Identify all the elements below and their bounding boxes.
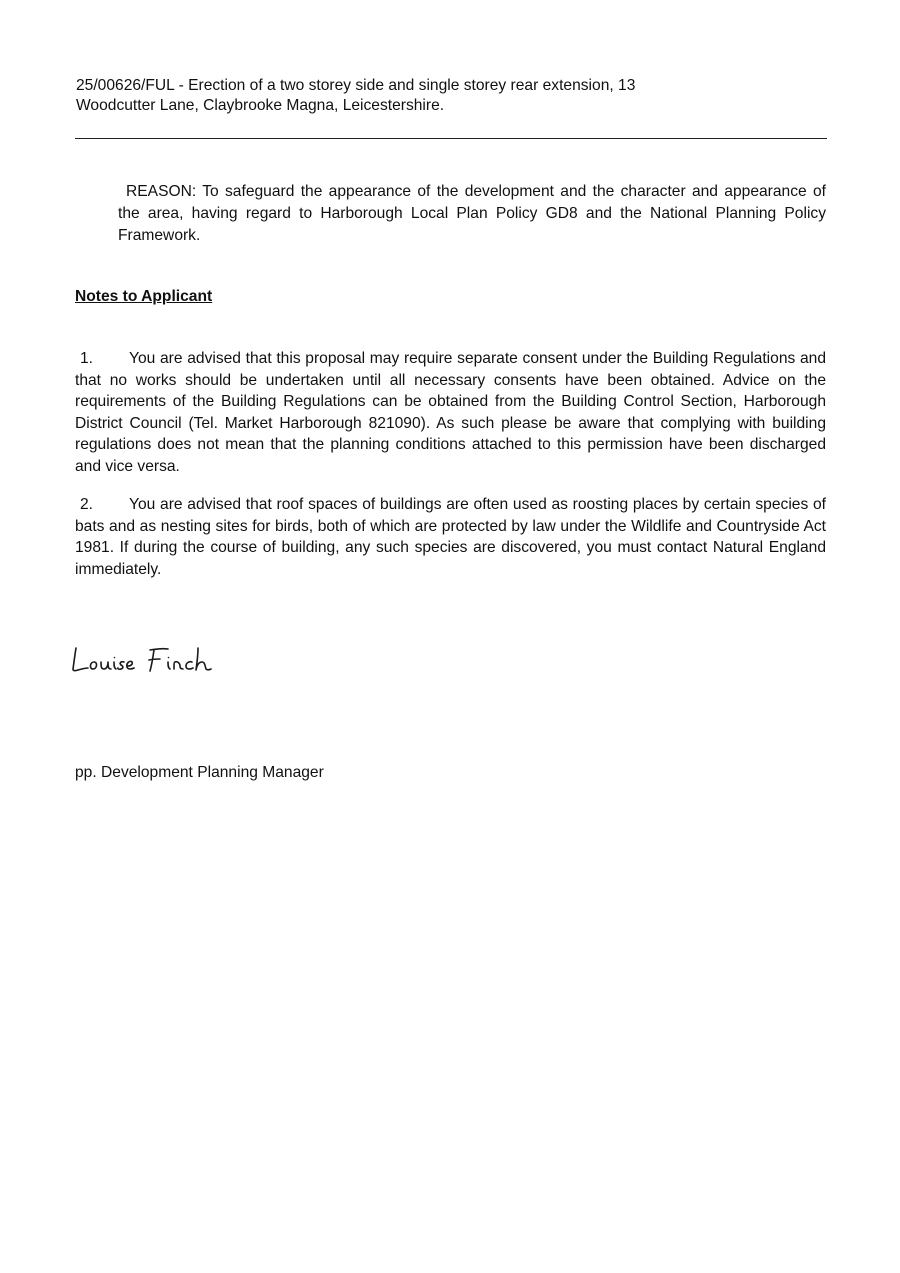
notes-heading: Notes to Applicant	[75, 288, 213, 305]
note-number: 1.	[80, 350, 94, 367]
note-number: 2.	[80, 496, 94, 513]
application-header-line-1: 25/00626/FUL - Erection of a two storey side and single storey rear extension, 13	[76, 77, 636, 94]
header-divider	[75, 138, 827, 139]
handwritten-signature	[70, 640, 270, 680]
note-item-1	[75, 348, 826, 477]
signer-title: pp. Development Planning Manager	[75, 764, 324, 781]
application-header-line-2: Woodcutter Lane, Claybrooke Magna, Leicestershire.	[76, 97, 445, 114]
application-header	[76, 76, 776, 116]
note-item-2	[75, 494, 826, 580]
reason-paragraph: REASON: To safeguard the appearance of the development and the character and appearance of the area, having regard to Harborough Local Plan Policy GD8 and the National Planning Policy Framework.	[118, 183, 826, 244]
note-text: You are advised that this proposal may require separate consent under the Building Regulations and that no works should be undertaken until all necessary consents have been obtained. Advice on the requirements of the Building Regulations can be obtained from the Building Control Section, Harborough District Council (Tel. Market Harborough 821090). As such please be aware that complying with building regulations does not mean that the planning conditions attached to this permission have been discharged and vice versa.	[75, 350, 826, 475]
note-text: You are advised that roof spaces of buildings are often used as roosting places by certain species of bats and as nesting sites for birds, both of which are protected by law under the Wildlife and Countryside Act 1981. If during the course of building, any such species are discovered, you must contact Natural England immediately.	[75, 496, 826, 578]
